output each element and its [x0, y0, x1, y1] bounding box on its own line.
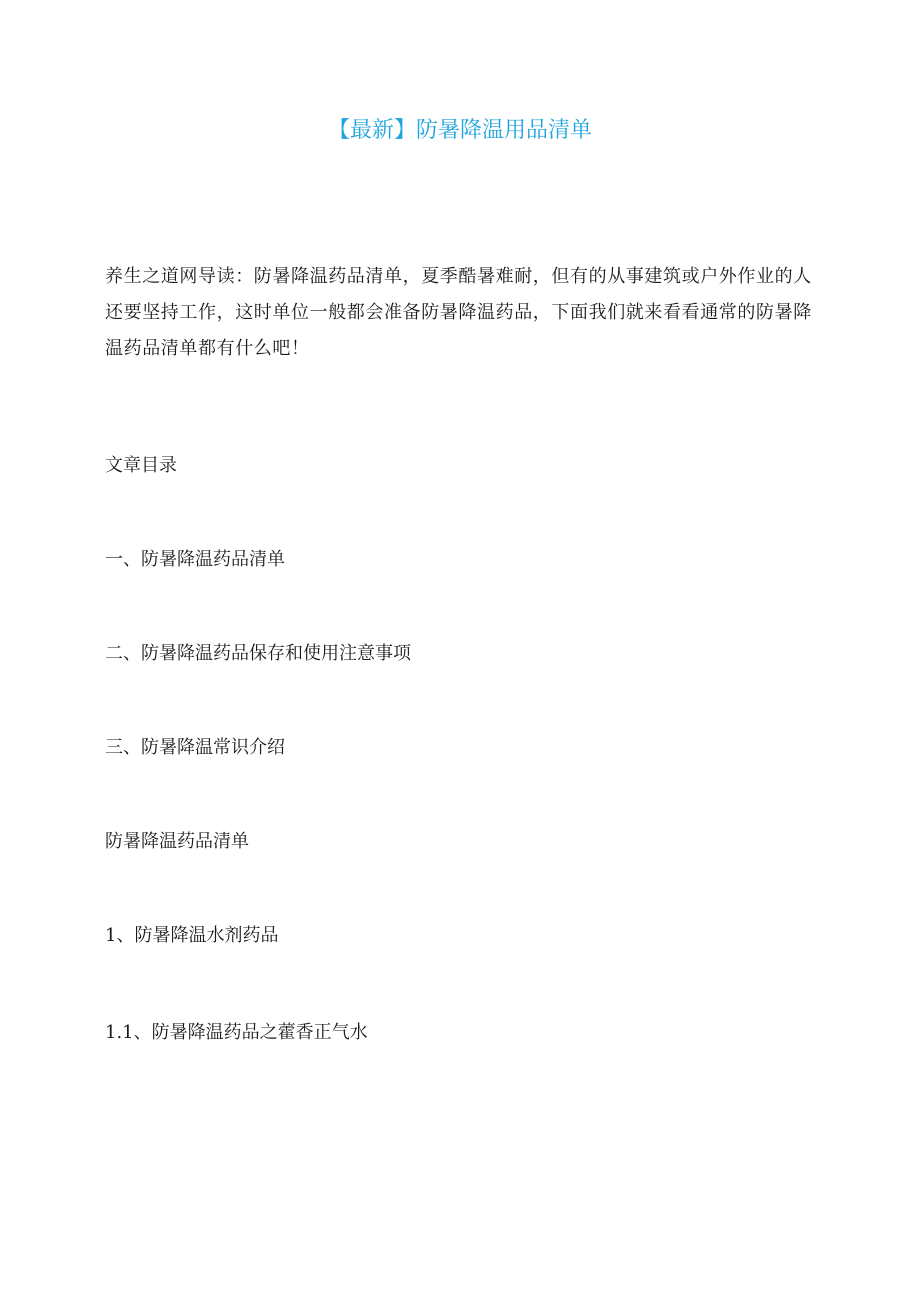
toc-item: 一、防暑降温药品清单: [105, 549, 285, 570]
subsection-heading: 1、防暑降温水剂药品: [105, 925, 279, 946]
intro-line: 养生之道网导读：防暑降温药品清单，夏季酷暑难耐，但有的从事建筑或户外作业的人: [105, 266, 812, 287]
intro-line: 还要坚持工作，这时单位一般都会准备防暑降温药品，下面我们就来看看通常的防暑降: [105, 302, 812, 323]
toc-heading: 文章目录: [105, 455, 177, 476]
intro-paragraph: [105, 259, 830, 367]
toc-item: 二、防暑降温药品保存和使用注意事项: [105, 643, 411, 664]
section-heading: 防暑降温药品清单: [105, 831, 249, 852]
toc-item: 三、防暑降温常识介绍: [105, 737, 285, 758]
document-title: 【最新】防暑降温用品清单: [327, 118, 592, 143]
subsubsection-heading: 1.1、防暑降温药品之藿香正气水: [105, 1022, 368, 1043]
intro-line: 温药品清单都有什么吧！: [105, 338, 310, 359]
